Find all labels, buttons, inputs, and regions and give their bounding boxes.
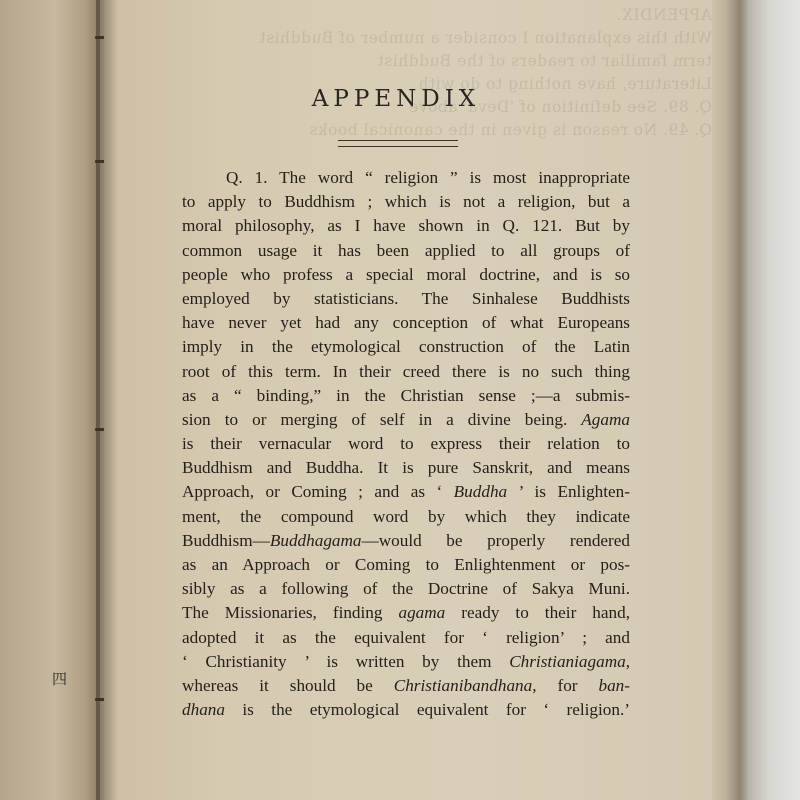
gutter-shadow bbox=[96, 0, 118, 800]
previous-page bbox=[0, 0, 100, 800]
text-run: ‘ Christianity ’ is written by them bbox=[182, 651, 510, 671]
text-run: is the etymological equivalent for ‘ religion.’ bbox=[224, 700, 630, 720]
background-surface bbox=[748, 0, 800, 800]
text-line bbox=[182, 384, 630, 408]
margin-stamp-mark: 四 bbox=[52, 670, 68, 688]
text-line bbox=[182, 239, 630, 263]
text-run: sibly as a following of the Doctrine of Sakya Muni. bbox=[182, 579, 630, 599]
text-run: —would be properly rendered bbox=[361, 530, 630, 550]
text-run: root of this term. In their creed there is no such thing bbox=[182, 361, 630, 381]
italic-term: Agama bbox=[581, 409, 630, 429]
text-line bbox=[182, 408, 630, 432]
text-line bbox=[182, 214, 630, 238]
italic-term: Christianibandhana, bbox=[393, 675, 537, 695]
text-run: as a “ binding,” in the Christian sense ;—a submis- bbox=[182, 385, 630, 405]
text-run: The Missionaries, finding bbox=[182, 603, 399, 623]
bleed-through-line: APPENDIX. bbox=[616, 6, 712, 24]
text-run: Approach, or Coming ; and as ‘ bbox=[182, 482, 454, 502]
text-line bbox=[182, 505, 630, 529]
italic-term: Buddha bbox=[453, 482, 508, 502]
text-run: people who profess a special moral doctrine, and is so bbox=[182, 264, 630, 284]
text-line bbox=[182, 480, 630, 504]
title-rule-bottom bbox=[338, 146, 458, 147]
text-run: ’ is Enlighten- bbox=[507, 482, 631, 502]
text-line bbox=[182, 674, 630, 698]
text-line bbox=[182, 287, 630, 311]
text-run: for bbox=[536, 675, 599, 695]
text-run: whereas it should be bbox=[182, 675, 394, 695]
text-line bbox=[182, 456, 630, 480]
text-run: moral philosophy, as I have shown in Q. 121. But by bbox=[182, 216, 630, 236]
italic-term: ban- bbox=[598, 675, 630, 695]
bleed-through-line: Literature, have nothing to do with bbox=[418, 75, 712, 93]
text-run: have never yet had any conception of what Europeans bbox=[182, 313, 630, 333]
text-line bbox=[182, 698, 630, 722]
bleed-through-line: With this explanation I consider a number of Buddhist bbox=[259, 29, 712, 47]
text-line bbox=[182, 650, 630, 674]
body-paragraph bbox=[182, 166, 630, 722]
text-line bbox=[182, 432, 630, 456]
page-title: APPENDIX bbox=[311, 86, 481, 112]
text-run: adopted it as the equivalent for ‘ religion’ ; and bbox=[182, 627, 630, 647]
text-run: imply in the etymological construction of the Latin bbox=[182, 337, 630, 357]
text-run: common usage it has been applied to all groups of bbox=[182, 240, 630, 260]
text-run: employed by statisticians. The Sinhalese Buddhists bbox=[182, 288, 630, 308]
text-line bbox=[182, 360, 630, 384]
italic-term: agama bbox=[398, 603, 446, 623]
italic-term: dhana bbox=[182, 700, 225, 720]
text-line bbox=[182, 626, 630, 650]
bleed-through-line: term familiar to readers of the Buddhist bbox=[377, 52, 712, 70]
text-line bbox=[182, 553, 630, 577]
text-run: to apply to Buddhism ; which is not a religion, but a bbox=[182, 192, 630, 212]
text-run: ment, the compound word by which they indicate bbox=[182, 506, 630, 526]
bleed-through-line: Q. 89. See definition of 'Deva' above bbox=[408, 98, 712, 116]
text-line bbox=[182, 601, 630, 625]
text-run: is their vernacular word to express their relation to bbox=[182, 434, 630, 454]
bleed-through-line: Q. 49. No reason is given in the canonical books bbox=[309, 121, 712, 139]
text-run: Q. 1. The word “ religion ” is most inappropriate bbox=[226, 168, 630, 187]
text-line bbox=[182, 335, 630, 359]
title-rule-top bbox=[338, 140, 458, 141]
text-line bbox=[182, 529, 630, 553]
text-line bbox=[182, 263, 630, 287]
text-run: Buddhism and Buddha. It is pure Sanskrit, and means bbox=[182, 458, 630, 478]
text-line bbox=[182, 190, 630, 214]
text-line bbox=[182, 577, 630, 601]
text-run: sion to or merging of self in a divine being. bbox=[182, 409, 582, 429]
text-run: as an Approach or Coming to Enlightenment or pos- bbox=[182, 555, 630, 574]
text-run: Buddhism— bbox=[182, 530, 270, 550]
page-edge bbox=[712, 0, 752, 800]
italic-term: Christianiagama, bbox=[509, 651, 630, 671]
text-line bbox=[182, 166, 630, 190]
italic-term: Buddhagama bbox=[269, 530, 362, 550]
text-run: ready to their hand, bbox=[445, 603, 630, 623]
text-line bbox=[182, 311, 630, 335]
